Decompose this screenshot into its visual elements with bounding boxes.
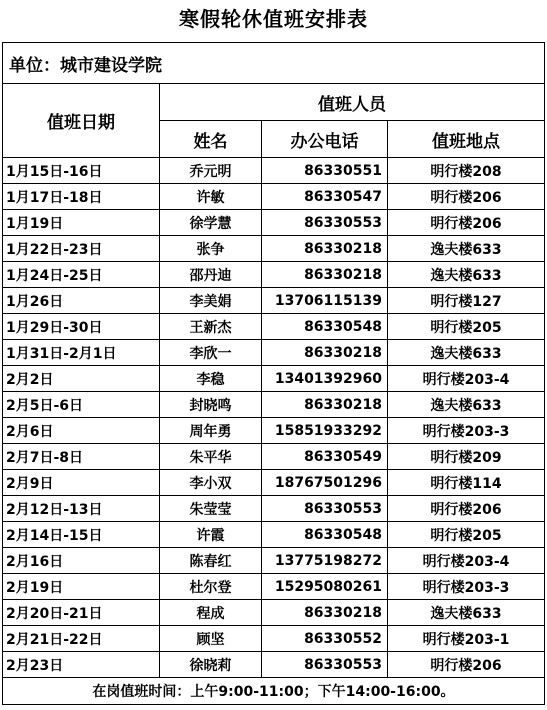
duty-location: 明行楼209 xyxy=(388,444,545,470)
staff-name: 杜尔登 xyxy=(160,574,262,600)
duty-date: 1月29日-30日 xyxy=(3,314,160,340)
office-phone: 86330553 xyxy=(262,210,388,236)
duty-date: 2月6日 xyxy=(3,418,160,444)
table-row xyxy=(3,600,545,626)
staff-name: 王新杰 xyxy=(160,314,262,340)
duty-date: 2月14日-15日 xyxy=(3,522,160,548)
header-persons: 值班人员 xyxy=(160,84,545,121)
duty-date: 1月31日-2月1日 xyxy=(3,340,160,366)
table-row xyxy=(3,184,545,210)
office-phone: 86330218 xyxy=(262,340,388,366)
table-row xyxy=(3,496,545,522)
duty-location: 明行楼203-3 xyxy=(388,418,545,444)
table-row xyxy=(3,158,545,184)
duty-location: 逸夫楼633 xyxy=(388,340,545,366)
header-date: 值班日期 xyxy=(3,84,160,158)
duty-location: 逸夫楼633 xyxy=(388,236,545,262)
duty-schedule-table xyxy=(2,42,545,705)
office-phone: 86330552 xyxy=(262,626,388,652)
duty-location: 明行楼203-1 xyxy=(388,626,545,652)
unit-row xyxy=(3,43,545,84)
staff-name: 徐学慧 xyxy=(160,210,262,236)
office-phone: 15851933292 xyxy=(262,418,388,444)
table-row xyxy=(3,340,545,366)
office-phone: 15295080261 xyxy=(262,574,388,600)
footer-row xyxy=(3,678,545,705)
office-phone: 86330218 xyxy=(262,392,388,418)
header-name: 姓名 xyxy=(160,121,262,158)
office-phone: 86330553 xyxy=(262,652,388,678)
table-row xyxy=(3,210,545,236)
duty-date: 2月23日 xyxy=(3,652,160,678)
staff-name: 徐晓莉 xyxy=(160,652,262,678)
duty-location: 明行楼208 xyxy=(388,158,545,184)
table-row xyxy=(3,444,545,470)
table-row xyxy=(3,314,545,340)
duty-date: 1月17日-18日 xyxy=(3,184,160,210)
office-phone: 86330218 xyxy=(262,236,388,262)
duty-date: 1月15日-16日 xyxy=(3,158,160,184)
duty-date: 2月5日-6日 xyxy=(3,392,160,418)
duty-location: 明行楼203-3 xyxy=(388,574,545,600)
duty-location: 明行楼205 xyxy=(388,522,545,548)
staff-name: 许敏 xyxy=(160,184,262,210)
duty-location: 明行楼206 xyxy=(388,210,545,236)
header-phone: 办公电话 xyxy=(262,121,388,158)
office-phone: 86330218 xyxy=(262,600,388,626)
duty-location: 明行楼203-4 xyxy=(388,366,545,392)
table-row xyxy=(3,288,545,314)
duty-location: 明行楼205 xyxy=(388,314,545,340)
unit-label: 单位：城市建设学院 xyxy=(3,43,545,84)
table-row xyxy=(3,418,545,444)
staff-name: 陈春红 xyxy=(160,548,262,574)
office-phone: 86330218 xyxy=(262,262,388,288)
staff-name: 李稳 xyxy=(160,366,262,392)
duty-date: 1月24日-25日 xyxy=(3,262,160,288)
table-row xyxy=(3,548,545,574)
duty-date: 2月20日-21日 xyxy=(3,600,160,626)
table-row xyxy=(3,574,545,600)
staff-name: 张争 xyxy=(160,236,262,262)
duty-location: 逸夫楼633 xyxy=(388,600,545,626)
duty-location: 明行楼206 xyxy=(388,652,545,678)
staff-name: 李欣一 xyxy=(160,340,262,366)
duty-date: 2月2日 xyxy=(3,366,160,392)
duty-date: 1月22日-23日 xyxy=(3,236,160,262)
staff-name: 朱平华 xyxy=(160,444,262,470)
table-row xyxy=(3,470,545,496)
duty-location: 明行楼206 xyxy=(388,496,545,522)
duty-location: 逸夫楼633 xyxy=(388,262,545,288)
duty-date: 2月12日-13日 xyxy=(3,496,160,522)
duty-date: 2月16日 xyxy=(3,548,160,574)
staff-name: 许霞 xyxy=(160,522,262,548)
staff-name: 李美娟 xyxy=(160,288,262,314)
duty-location: 明行楼114 xyxy=(388,470,545,496)
duty-date: 2月19日 xyxy=(3,574,160,600)
office-phone: 18767501296 xyxy=(262,470,388,496)
duty-date: 1月19日 xyxy=(3,210,160,236)
office-phone: 13706115139 xyxy=(262,288,388,314)
table-row xyxy=(3,522,545,548)
office-phone: 86330549 xyxy=(262,444,388,470)
table-row xyxy=(3,652,545,678)
staff-name: 乔元明 xyxy=(160,158,262,184)
table-row xyxy=(3,236,545,262)
staff-name: 程成 xyxy=(160,600,262,626)
staff-name: 顾坚 xyxy=(160,626,262,652)
office-phone: 86330548 xyxy=(262,314,388,340)
duty-date: 2月21日-22日 xyxy=(3,626,160,652)
office-phone: 13401392960 xyxy=(262,366,388,392)
table-row xyxy=(3,626,545,652)
header-row-top xyxy=(3,84,545,121)
duty-date: 1月26日 xyxy=(3,288,160,314)
staff-name: 朱莹莹 xyxy=(160,496,262,522)
duty-hours-note: 在岗值班时间：上午9:00-11:00；下午14:00-16:00。 xyxy=(3,678,545,705)
duty-date: 2月7日-8日 xyxy=(3,444,160,470)
staff-name: 邵丹迪 xyxy=(160,262,262,288)
duty-location: 逸夫楼633 xyxy=(388,392,545,418)
staff-name: 封晓鸣 xyxy=(160,392,262,418)
office-phone: 86330551 xyxy=(262,158,388,184)
document-title: 寒假轮休值班安排表 xyxy=(179,7,368,31)
office-phone: 86330548 xyxy=(262,522,388,548)
office-phone: 86330547 xyxy=(262,184,388,210)
duty-location: 明行楼203-4 xyxy=(388,548,545,574)
table-row xyxy=(3,366,545,392)
office-phone: 13775198272 xyxy=(262,548,388,574)
staff-name: 周年勇 xyxy=(160,418,262,444)
duty-location: 明行楼206 xyxy=(388,184,545,210)
header-location: 值班地点 xyxy=(388,121,545,158)
staff-name: 李小双 xyxy=(160,470,262,496)
office-phone: 86330553 xyxy=(262,496,388,522)
duty-date: 2月9日 xyxy=(3,470,160,496)
table-row xyxy=(3,392,545,418)
table-row xyxy=(3,262,545,288)
duty-location: 明行楼127 xyxy=(388,288,545,314)
